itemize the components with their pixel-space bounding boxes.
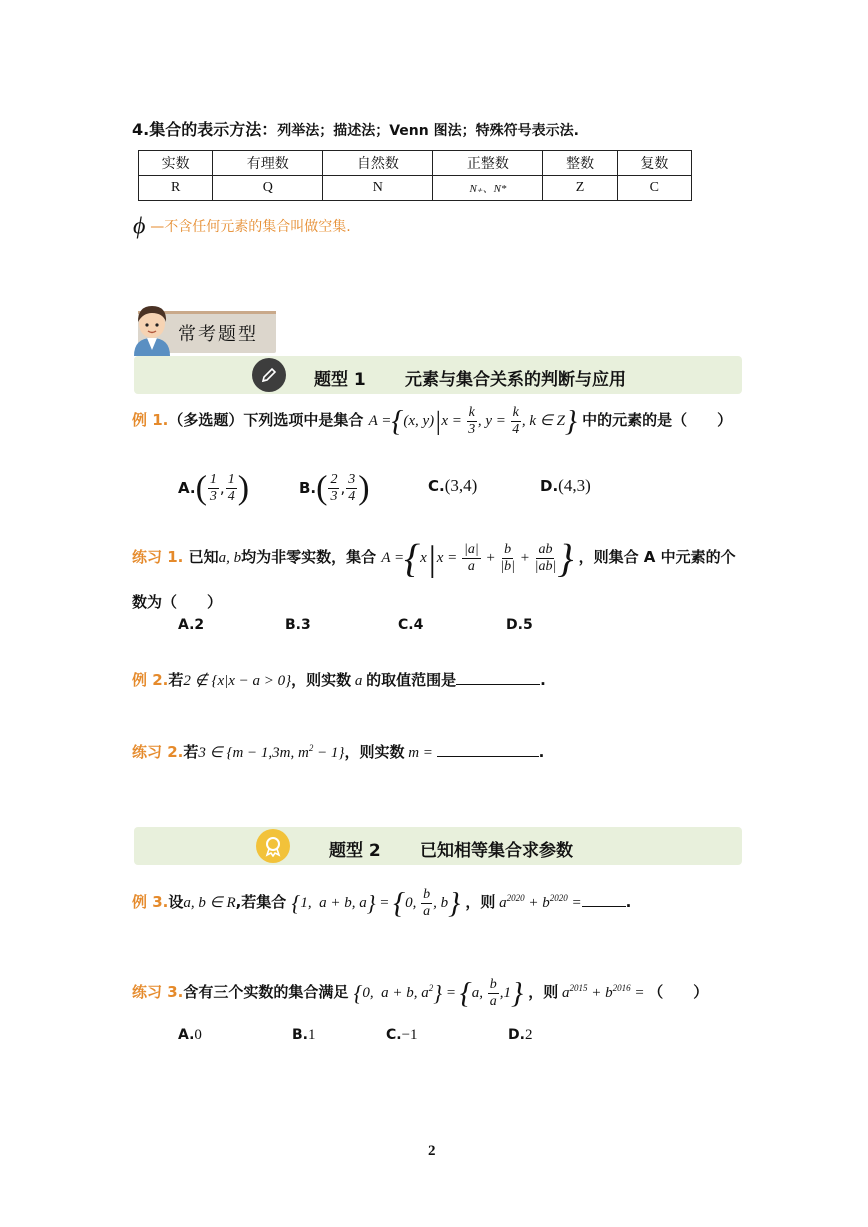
example1-text-before: （多选题）下列选项中是集合 xyxy=(168,411,364,429)
example1-label: 例 1. xyxy=(132,411,169,429)
representation-methods: 列举法；描述法；Venn 图法；特殊符号表示法. xyxy=(277,123,579,139)
award-medal-icon xyxy=(256,829,290,863)
empty-set-text: —不含任何元素的集合叫做空集. xyxy=(150,219,351,235)
example1-line xyxy=(132,397,732,443)
table-header-row xyxy=(139,151,692,176)
practice3-label: 练习 3. xyxy=(132,983,184,1001)
representation-line xyxy=(132,120,579,141)
practice1-option-d: D.5 xyxy=(506,617,533,633)
example1-option-b: B.( $\frac{2}{3}$ , $\frac{3}{4}$ ) xyxy=(299,469,370,507)
table-header-cell: 实数 xyxy=(139,151,213,176)
table-header-cell: 复数 xyxy=(617,151,691,176)
example1-option-a: A.( $\frac{1}{3}$ , $\frac{1}{4}$ ) xyxy=(178,469,250,507)
practice1-option-a: A.2 xyxy=(178,617,205,633)
empty-set-symbol: ϕ xyxy=(133,213,146,240)
table-header-cell: 正整数 xyxy=(433,151,543,176)
set-A-expression: A ={(x, y)|x = $\frac{k}{3}$ , y = $\frac{k}{4}$ , k ∈ Z} xyxy=(368,404,577,438)
example3-label: 例 3. xyxy=(132,893,169,911)
practice1-option-b: B.3 xyxy=(285,617,311,633)
practice1-label: 练习 1. xyxy=(132,548,184,566)
practice2-line: 练习 2.若3 ∈ {m − 1,3m, $m^2 - 1$}，则实数 m = . xyxy=(132,743,545,761)
example1-option-d: D.(4,3) xyxy=(540,476,591,495)
table-cell: N₊、N* xyxy=(433,176,543,201)
table-header-cell: 自然数 xyxy=(323,151,433,176)
practice2-label: 练习 2. xyxy=(132,743,184,761)
table-header-cell: 整数 xyxy=(543,151,617,176)
example2-line: 例 2.若2 ∉ {x|x − a > 0}，则实数 a 的取值范围是 . xyxy=(132,671,546,689)
practice3-option-c: C.−1 xyxy=(386,1027,418,1043)
tab-label: 常考题型 xyxy=(178,324,258,345)
table-row xyxy=(139,176,692,201)
section2-title: 已知相等集合求参数 xyxy=(420,841,573,861)
teacher-avatar-icon xyxy=(130,300,174,356)
number-set-table xyxy=(138,150,692,201)
practice3-line: 练习 3.含有三个实数的集合满足 {0, a + b, $a^2\} = \{a$, $\frac{b}{a}$ ,1} ，则 $a^{2015} + b^{2016}$ = （ ） xyxy=(132,976,709,1010)
practice1-option-c: C.4 xyxy=(398,617,424,633)
example1-text-after: 中的元素的是（ ） xyxy=(582,411,733,429)
section1-number: 题型 1 xyxy=(314,370,366,390)
table-cell: C xyxy=(617,176,691,201)
pencil-icon xyxy=(252,358,286,392)
table-cell: R xyxy=(139,176,213,201)
table-header-cell: 有理数 xyxy=(213,151,323,176)
table-cell: Z xyxy=(543,176,617,201)
practice3-option-b: B.1 xyxy=(292,1027,316,1043)
table-cell: N xyxy=(323,176,433,201)
example2-label: 例 2. xyxy=(132,671,169,689)
practice1-line2: 数为（ ） xyxy=(132,593,223,611)
practice3-option-d: D.2 xyxy=(508,1027,533,1043)
example3-line: 例 3.设a, b ∈ R,若集合 {1, a + b, a} = {0, $\frac{b}{a}$ , b} ，则 $a^{2020} + b^{2020}$ = . xyxy=(132,886,632,920)
example1-option-c: C.(3,4) xyxy=(428,476,478,495)
equal-sets-expression: {1, a + b, a} = {0, $\frac{b}{a}$ , b} xyxy=(291,886,461,920)
set-A-absolute-expression: A ={x|x = $\frac{|a|}{a}$ + $\frac{b}{|b|}$ + $\frac{ab}{|ab|}$ } xyxy=(381,535,574,581)
page-number: 2 xyxy=(428,1143,436,1159)
section2-number: 题型 2 xyxy=(329,841,381,861)
section1-title: 元素与集合关系的判断与应用 xyxy=(405,370,626,390)
table-cell: Q xyxy=(213,176,323,201)
equal-sets-expression-2: {0, a + b, $a^2\} = \{a$, $\frac{b}{a}$ ,1} xyxy=(353,976,523,1010)
empty-set-line xyxy=(133,213,351,240)
representation-heading: 4.集合的表示方法： xyxy=(132,120,278,139)
practice3-option-a: A.0 xyxy=(178,1027,202,1043)
practice1-line: 练习 1. 已知a, b均为非零实数，集合 A ={x|x = $\frac{|a|}{a}$ + $\frac{b}{|b|}$ + $\frac{ab}{|ab|}$ } ，则集合 A 中元素的个 xyxy=(132,535,736,581)
